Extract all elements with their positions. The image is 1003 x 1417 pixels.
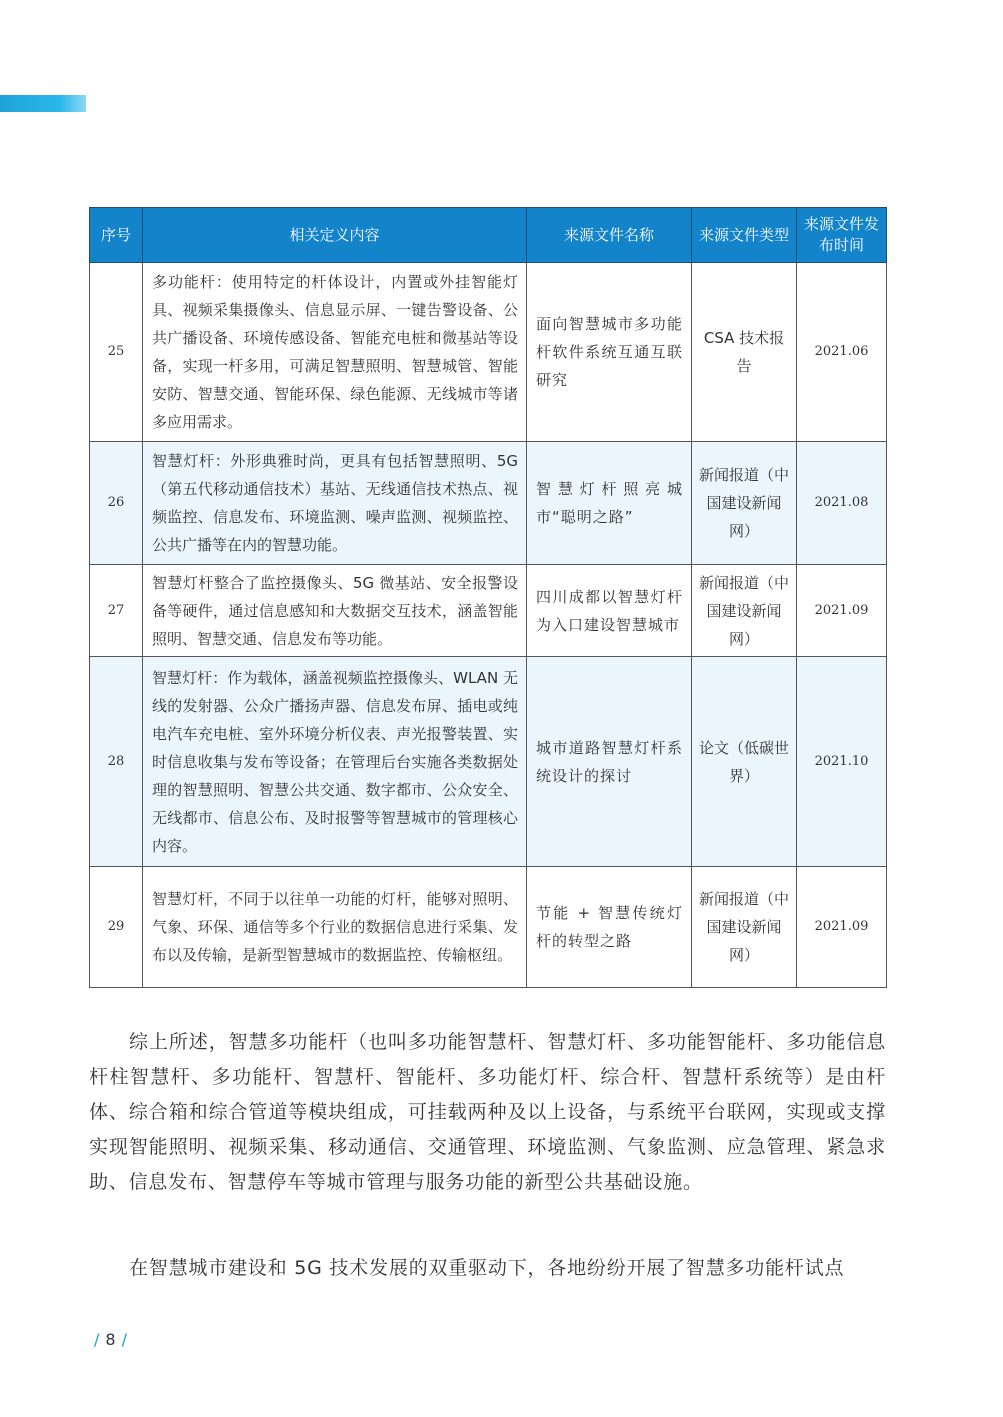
header-source-name: 来源文件名称: [527, 208, 692, 263]
page-number-value: 8: [105, 1330, 116, 1349]
row-source-type: 新闻报道（中国建设新闻网）: [692, 565, 797, 657]
definitions-table: [89, 207, 887, 988]
table-row: [90, 657, 887, 867]
row-date: 2021.09: [797, 565, 887, 657]
continuation-paragraph: 在智慧城市建设和 5G 技术发展的双重驱动下，各地纷纷开展了智慧多功能杆试点: [129, 1257, 845, 1279]
row-date: 2021.10: [797, 657, 887, 867]
row-date: 2021.09: [797, 867, 887, 988]
row-definition: 智慧灯杆，不同于以往单一功能的灯杆，能够对照明、气象、环保、通信等多个行业的数据信息进行采集、发布以及传输，是新型智慧城市的数据监控、传输枢纽。: [143, 867, 527, 988]
row-no: 25: [90, 263, 143, 442]
row-source-type: 新闻报道（中国建设新闻网）: [692, 867, 797, 988]
header-publish-date: 来源文件发布时间: [797, 208, 887, 263]
row-source-type: 论文（低碳世界）: [692, 657, 797, 867]
row-definition: 多功能杆：使用特定的杆体设计，内置或外挂智能灯具、视频采集摄像头、信息显示屏、一键告警设备、公共广播设备、环境传感设备、智能充电桩和微基站等设备，实现一杆多用，可满足智慧照明、智慧城管、智能安防、智慧交通、智能环保、绿色能源、无线城市等诸多应用需求。: [143, 263, 527, 442]
row-source-name: 面向智慧城市多功能杆软件系统互通互联研究: [527, 263, 692, 442]
table-row: [90, 442, 887, 565]
slash-icon: /: [121, 1330, 127, 1349]
row-definition: 智慧灯杆：作为载体，涵盖视频监控摄像头、WLAN 无线的发射器、公众广播扬声器、信息发布屏、插电或纯电汽车充电桩、室外环境分析仪表、声光报警装置、实时信息收集与发布等设备；在管理后台实施各类数据处理的智慧照明、智慧公共交通、数字都市、公众安全、无线都市、信息公布、及时报警等智慧城市的管理核心内容。: [143, 657, 527, 867]
row-source-name: 智慧灯杆照亮城市“聪明之路”: [527, 442, 692, 565]
row-no: 27: [90, 565, 143, 657]
row-date: 2021.06: [797, 263, 887, 442]
row-no: 26: [90, 442, 143, 565]
slash-icon: /: [94, 1330, 100, 1349]
row-date: 2021.08: [797, 442, 887, 565]
table-row: [90, 263, 887, 442]
row-source-name: 节能 + 智慧传统灯杆的转型之路: [527, 867, 692, 988]
row-source-type: CSA 技术报告: [692, 263, 797, 442]
page-number: [88, 1330, 133, 1349]
header-accent-bar: [0, 95, 86, 112]
row-definition: 智慧灯杆整合了监控摄像头、5G 微基站、安全报警设备等硬件，通过信息感知和大数据交互技术，涵盖智能照明、智慧交通、信息发布等功能。: [143, 565, 527, 657]
header-source-type: 来源文件类型: [692, 208, 797, 263]
row-source-name: 城市道路智慧灯杆系统设计的探讨: [527, 657, 692, 867]
table-row: [90, 867, 887, 988]
table-row: [90, 565, 887, 657]
summary-paragraph: 综上所述，智慧多功能杆（也叫多功能智慧杆、智慧灯杆、多功能智能杆、多功能信息杆柱智慧杆、多功能杆、智慧杆、智能杆、多功能灯杆、综合杆、智慧杆系统等）是由杆体、综合箱和综合管道等模块组成，可挂载两种及以上设备，与系统平台联网，实现或支撑实现智能照明、视频采集、移动通信、交通管理、环境监测、气象监测、应急管理、紧急求助、信息发布、智慧停车等城市管理与服务功能的新型公共基础设施。: [89, 1031, 886, 1193]
row-no: 29: [90, 867, 143, 988]
row-source-name: 四川成都以智慧灯杆为入口建设智慧城市: [527, 565, 692, 657]
row-no: 28: [90, 657, 143, 867]
header-definition: 相关定义内容: [143, 208, 527, 263]
row-source-type: 新闻报道（中国建设新闻网）: [692, 442, 797, 565]
table-header-row: [90, 208, 887, 263]
header-no: 序号: [90, 208, 143, 263]
row-definition: 智慧灯杆：外形典雅时尚，更具有包括智慧照明、5G（第五代移动通信技术）基站、无线通信技术热点、视频监控、信息发布、环境监测、噪声监测、视频监控、公共广播等在内的智慧功能。: [143, 442, 527, 565]
